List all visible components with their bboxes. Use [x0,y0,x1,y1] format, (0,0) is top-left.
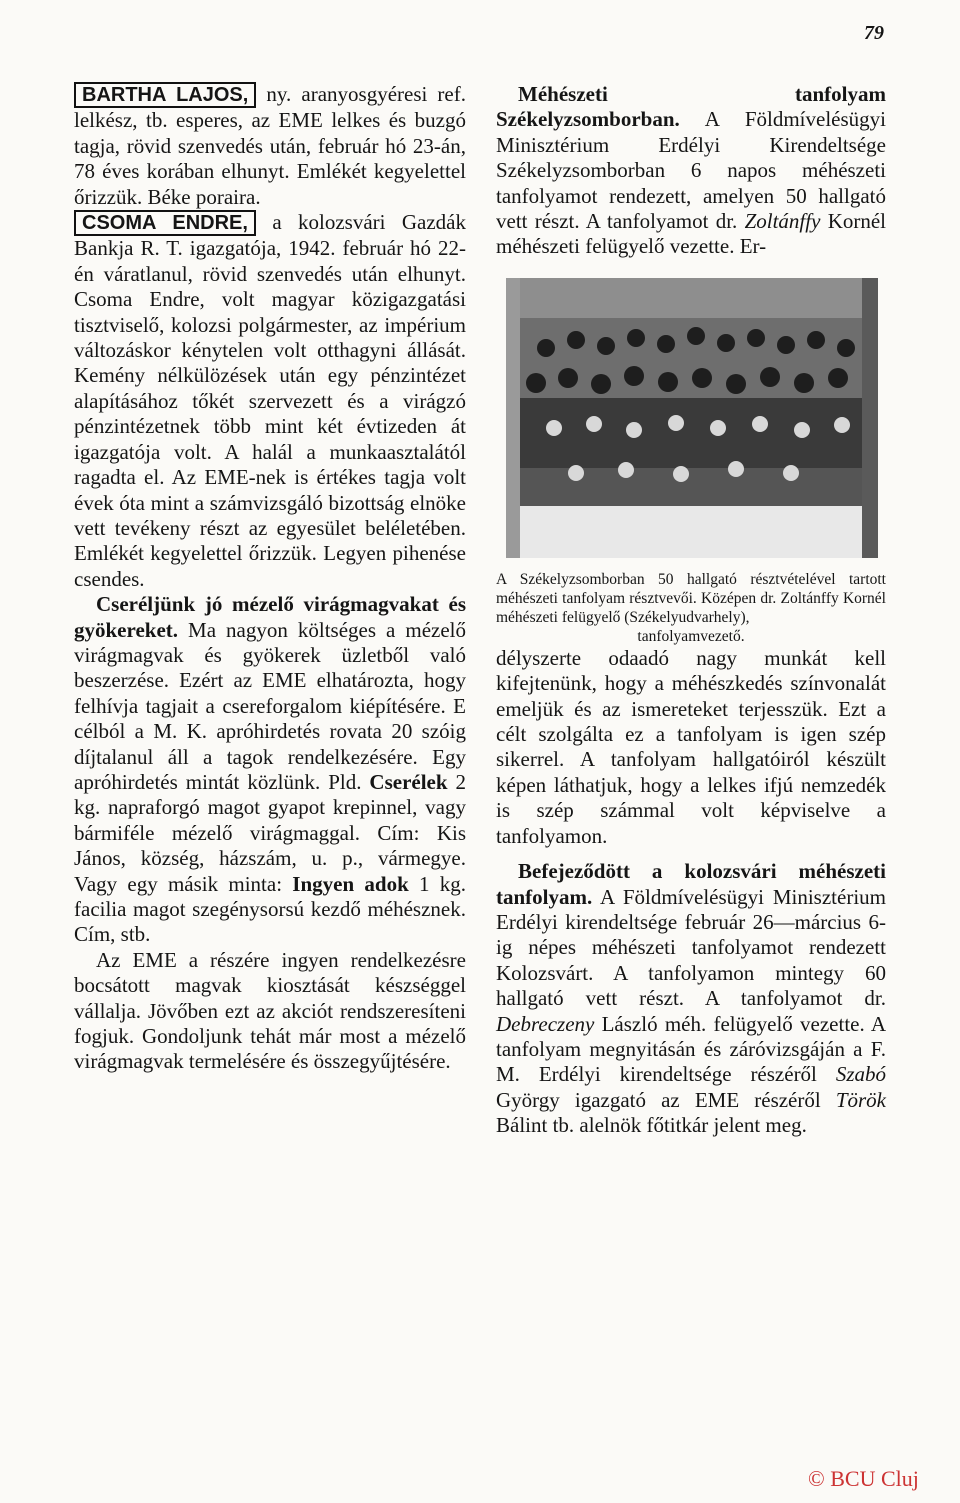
article-text-beekeeping-2b: délyszerte odaadó nagy munkát kell kifejtenünk, hogy a méhészkedés színvonalát emeljük és az ismereteket terjesszük. Ezt a célt szolgálta ez a tanfolyam is igen szép sikerrel. A tanfolyam hallgatóiról készült képen láthatjuk, hogy a lelkes ifjú nemzedék is szép számmal volt képviselve a tanfolyamon. [496,645,886,848]
article-heading-cluj-course: Befejeződött a kolozsvári méhészeti tanfolyam. [496,859,886,909]
obituary-name-csoma: CSOMA ENDRE, [74,210,256,236]
person-name-szabo: Szabó [835,1062,887,1087]
obituary-csoma [74,210,466,592]
article-heading-beekeeping-course: Méhészeti tanfolyam Székelyzsomborban. [496,82,886,132]
photo-caption-text: A Székelyzsomborban 50 hallgató résztvételével tartott méhészeti tanfolyam résztvevői. Középen dr. Zoltánffy Kornél méhészeti felügyelő (Székelyudvarhely), [496,570,886,626]
person-name-debreczeny: Debreczeny [496,1011,595,1036]
article-text-seed-exchange: Ma nagyon költséges a mézelő virágmagvak és gyökerek üzletből való beszerzése. Ezért az EME elhatározta, hogy felhívja tagjait a csereforgalom kiépítésére. E célból a M. K. apróhirdetés rovata 20 szóig díjtalanul áll a tagok rendelkezésére. Egy apróhirdetés mintát közlünk. [74,617,467,794]
person-name-zoltanffy: Zoltánffy [744,209,821,234]
group-photo-image [506,278,878,558]
sample-ad-2-text: 1 kg. facilia magot szegénysorsú kezdő méhésznek. Cím, stb. [74,871,467,947]
obituary-name-bartha: BARTHA LAJOS, [74,82,256,108]
obituary-text-csoma: a kolozsvári Gazdák Bankja R. T. igazgatója, 1942. február hó 22-én váratlanul, rövid szenvedés után elhunyt. Csoma Endre, volt magyar közigazgatási tisztviselő, kolozsi polgármester, az impérium változáskor kénytelen volt otthagyni állását. Kemény nélkülözések után egy pénzintézet alapításához tőkét szervezett és a virágzó pénzintézetnek több mint két évtizeden át igazgatója volt. A halál a munkaasztalától ragadta el. Az EME-nek is értékes tagja volt évek óta mint a számvizsgáló bizottság elnöke vett tevékeny részt az egyesület beléletében. Emlékét kegyelettel őrizzük. Legyen pihenése csendes. [74,210,466,591]
article-text-cluj-1: A Földmívelésügyi Minisztérium Erdélyi kirendeltsége február 26—március 6-ig népes méhészeti tanfolyamot rendezett Kolozsvárt. A tanfolyamon mintegy 60 hallgató vett részt. A tanfolyamot dr. [496,884,886,1011]
right-column [496,82,886,1139]
sample-ad-bold: Cserélek [369,769,448,794]
left-column [74,82,466,1075]
article-heading-seed-exchange: Cseréljünk jó mézelő virágmagvakat és gyökereket. [74,592,466,642]
article-seed-exchange [74,592,466,948]
sample-ad-2-bold: Ingyen adok [292,871,409,896]
photo-caption [496,570,886,646]
person-name-torok: Török [835,1087,886,1112]
article-text-cluj-4: Bálint tb. alelnök főtitkár jelent meg. [496,1113,807,1138]
library-watermark: © BCU Cluj [808,1466,919,1491]
sample-ad-label: Pld. [328,769,362,794]
group-photo [506,278,878,558]
obituary-text-bartha: ny. aranyosgyéresi ref. lelkész, tb. esperes, az EME lelkes és buzgó tagja, rövid szenvedés után, február hó 23-án, 78 éves korában elhunyt. Emlékét kegyelettel őrizzük. Béke poraira. [74,82,466,209]
article-final-paragraph: Az EME a részére ingyen rendelkezésre bocsátott magvak kiosztását készséggel vállalja. Jövőben ezt az akciót rendszeresíteni fogjuk. Gondoljunk tehát már most a mézelő virágmagvak termelésére és összegyűjtésére. [74,947,466,1074]
article-text-cluj-2: László méh. felügyelő vezette. A tanfolyam megnyitásán és záróvizsgáján a F. M. Erdélyi kirendeltsége részéről [496,1011,886,1087]
article-text-beekeeping-1: A Földmívelésügyi Minisztérium Erdélyi Kirendeltsége Székelyzsomborban 6 napos méhészeti tanfolyamot rendezett, amelyen 50 hallgató vett részt. A tanfolyamot dr. [496,107,886,234]
paragraph-gap [496,849,886,859]
sample-ad-text: 2 kg. napraforgó magot gyapot krepinnel, vagy bármiféle mézelő virágmaggal. Cím: Kis János, község, házszám, u. p., vármegye. Vagy egy másik minta: [74,769,467,896]
article-text-beekeeping-2a: Kornél méhészeti felügyelő vezette. Er- [496,209,887,259]
article-cluj-course [496,859,886,1138]
article-beekeeping-course [496,82,886,260]
obituary-bartha [74,82,466,210]
page-number: 79 [864,22,884,44]
article-text-cluj-3: György igazgató az EME részéről [496,1087,821,1112]
photo-caption-last: tanfolyamvezető. [637,627,745,645]
